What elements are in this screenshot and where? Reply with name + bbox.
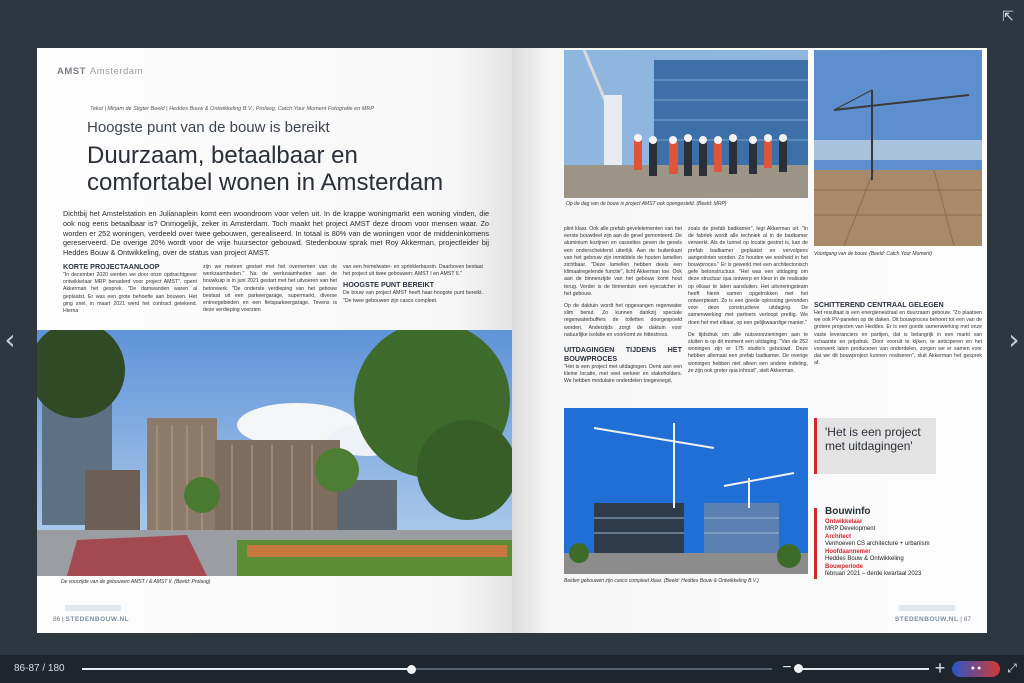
info-value-architect: Venhoeven CS architecture + urbanism [825,541,930,547]
section-heading: UITDAGINGEN TIJDENS HET BOUWPROCES [564,345,682,364]
body-text: zoals de prefab badkamer", legt Akkerman uit. "In de fabriek wordt alle techniek al in de badkamer verwerkt. Als de tunnel op locatie gestort is, kan de prefab badkamer geplaatst en vervolgens aangesloten worden. Zo houden we snelheid in het bouwproces." Er is gewerkt met een architectonisch gefe betonstructuur. "Het was een uitdaging om deze structuur qua ontwerp en kleur in de realisatie op elkaar te laten aansluiten. Het uitvoeringsteam heeft hierin samen opgetrokken met het ontwerpteam. Zo is een goede oplossing gevonden voor deze constructieve uitdaging. De samenwerking met partners verloopt prettig. We doen het met elkaar, op een gelijkwaardige manier." [688,226,808,326]
page-progress-slider[interactable] [82,668,772,670]
page-folio: 86 | STEDENBOUW.NL [53,616,130,623]
folio-bar [65,605,121,611]
info-value-developer: MRP Development [825,526,876,532]
section-heading: SCHITTEREND CENTRAAL GELEGEN [814,300,944,309]
progress-handle[interactable] [407,665,416,674]
body-text: De bouw van project AMST heeft haar hoogste punt bereikt. "De twee gebouwen zijn casco compleet. [343,290,483,304]
info-value-period: februari 2021 – derde kwartaal 2023 [825,571,922,577]
viewer-toolbar [0,655,1024,683]
text-column-2 [203,264,337,314]
body-text: "Het is een project met uitdagingen. Denk aan een kleine locatie, met veel verkeer en stakeholders. We hebben modulaire onderdelen toegevoegd, [564,364,682,385]
body-text: Het resultaat is een energieneutraal en duurzaam gebouw. "Zo plaatsen we ook PV-panelen op de daken. Dit bouwproces behoort tot een van de grotere projecten van Heddes. Er is een goede samenwerking met onze vaste leveranciers en partijen, dat is belangrijk in een markt van schaarste en prijsdruk. Door vooruit te kijken, te anticiperen en het voorwerk laten produceren van onderdelen, zorgen we er samen voor dat we dit bouwproject kunnen realiseren", sluit Akkerman het gesprek af. [814,310,982,367]
photo-caption: Op de dag van de bouw is project AMST ook opengesteld. (Beeld: MRP) [566,201,727,207]
zoom-handle[interactable] [794,664,803,673]
fullscreen-icon[interactable]: ⤢ [1007,661,1017,675]
site-opening-photo [564,50,808,198]
article-kicker: Hoogste punt van de bouw is bereikt [87,119,330,136]
body-text: Op de daktuin wordt het opgevangen regenwater slim benut. Zo kunnen dankzij speciale regenwaterbuffers de toiletten doorgespoeld worden. Anderzijds zorgt de daktuin voor natuurlijke isolatie en voorkomt ze hittestress. [564,303,682,338]
article-credits: Tekst | Mirjam de Stigter Beeld | Heddes Bouw & Ontwikkeling B.V., Prolaog, Catch Your Moment Fotografie en MRP [90,106,374,112]
body-text: van een hemelwater- en sprinklerbassin. Daarboven bestaat het project uit twee gebouwen: AMST I en AMST II." [343,264,483,278]
chevron-left-icon[interactable]: ‹ [4,323,16,356]
photo-caption: De voorzijde van de gebouwen AMST I & AMST II. (Beeld: Prolaog) [61,579,211,585]
share-icon[interactable]: ⇱ [1002,8,1014,24]
chevron-right-icon[interactable]: › [1008,323,1020,356]
article-lead: Dichtbij het Amstelstation en Julianaplein komt een woondroom voor velen uit. In de krappe woningmarkt een woning vinden, die ook nog eens betaalbaar is? Onmogelijk, zeker in Amsterdam. Toch maakt het project AMST deze droom voor mensen waar. Zo worden er 252 woningen, verdeeld over twee gebouwen, gerealiseerd. In totaal is 80% van de woningen voor de middeninkomens gereserveerd. De overige 20% wordt voor de vrije huursector gebouwd. Stedenbouw sprak met Roy Akkerman, projectleider bij Heddes Bouw & Ontwikkeling, over de status van project AMST. [63,209,489,258]
project-info-box [814,508,979,579]
photo-caption: Beiden gebouwen zijn casco compleet klaar. (Beeld: Heddes Bouw & Ontwikkeling B.V.) [564,578,759,584]
progress-fill [82,668,411,670]
crane-photo [814,50,982,246]
text-column-1 [564,226,682,386]
text-column-3 [343,264,483,305]
text-column-1 [63,262,197,315]
publisher-logo: ● ● [952,661,1000,677]
zoom-slider[interactable] [797,668,929,670]
body-text: De tijdsdruk om alle nutsvoorzieningen aan te sluiten is op dit moment een uitdaging. "Van de 252 woningen zijn er 175 studio's gebouwd. Deze hebben allemaal een prefab badkamer. De overige woningen hebben niet alleen een andere indeling, ze zijn ook groter qua inhoud", stelt Akkerman. [688,331,808,374]
body-text: "In december 2020 werden we door onze opdrachtgever ontwikkelaar MRP benaderd voor project AMST", opent Akkerman het gesprek. "De damwanden waren al geplaatst. Er was een grote behoefte aan bouwen. Het ging snel, in maart 2021 werd het contract getekend. Hierna [63,272,197,315]
info-label-period: Bouwperiode [825,563,864,570]
pull-quote: 'Het is een project met uitdagingen' [814,418,936,474]
section-heading: KORTE PROJECTAANLOOP [63,262,160,271]
page-counter: 86-87 / 180 [14,663,65,674]
photo-caption: Voortgang van de bouw. (Beeld: Catch Your Moment) [814,251,933,257]
right-page[interactable] [512,48,987,633]
folio-bar [899,605,955,611]
section-heading: HOOGSTE PUNT BEREIKT [343,280,435,290]
left-page[interactable] [37,48,512,633]
body-text: zijn we meteen gestart met het overnemen van de werkzaamheden." Na de werkzaamheden aan de bouwkuip is in juni 2021 gestart met het uitvoeren van het betonwerk. "De onderste verdieping van het gebouw bestaat uit een parkeergarage, supermarkt, diverse entreegebieden en een fietsparkeergarage. Tevens is deze verdieping voorzien [203,264,337,314]
info-label-developer: Ontwikkelaar [825,518,863,525]
minus-icon[interactable]: − [782,659,792,676]
info-title: Bouwinfo [825,506,871,517]
page-folio: STEDENBOUW.NL | 87 [894,616,971,623]
building-photo [37,330,512,576]
text-column-3 [814,300,982,368]
body-text: plint klaar. Ook alle prefab gevelelementen van het eerste bouwdeel zijn aan de gevel gemonteerd. De aluminium kozijnen en cassettes geven de gevels een onderscheidend uiterlijk. Aan de buitenkant van het gebouw zijn inmiddels de houten lamellen zichtbaar. "Deze lamellen hebben deels een klimaatregelende functie", licht Akkerman toe. Ook aan de binnenzijde van het gebouw komt hout terug. Verder is de binnentuin een eyecatcher in het gebouw. [564,226,682,297]
text-column-2 [688,226,808,375]
info-label-architect: Architect [825,533,852,540]
running-head: AMST Amsterdam [57,66,143,77]
plus-icon[interactable]: + [934,658,946,678]
info-value-contractor: Heddes Bouw & Ontwikkeling [825,556,904,562]
article-headline: Duurzaam, betaalbaar en comfortabel wonen in Amsterdam [87,142,444,196]
completed-buildings-photo [564,408,808,574]
info-label-contractor: Hoofdaannemer [825,548,871,555]
magazine-spread [37,48,987,633]
